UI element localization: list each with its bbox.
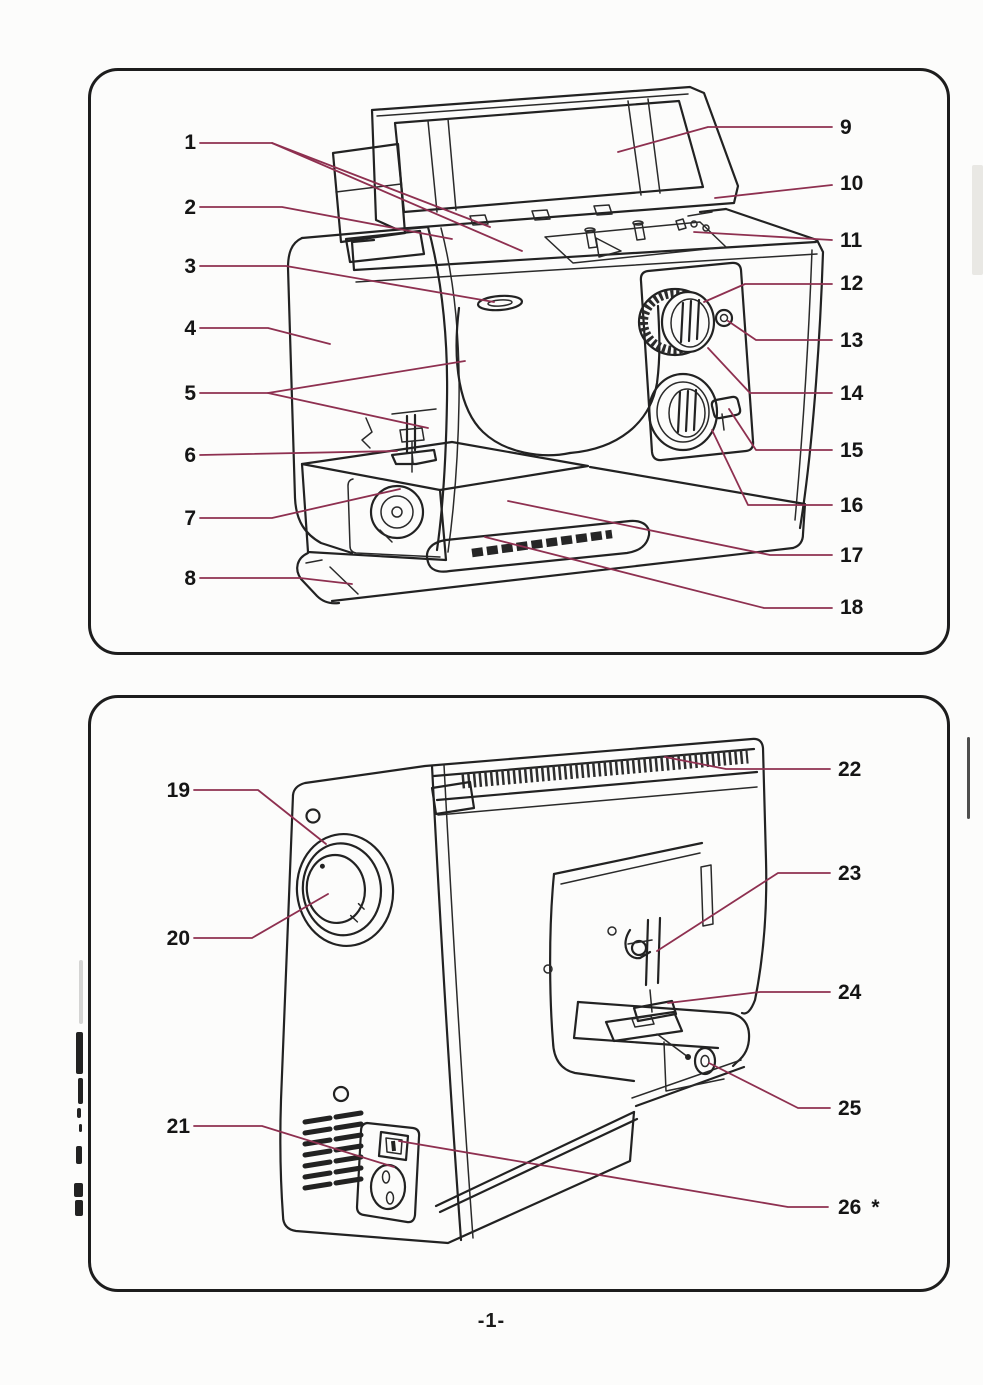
stitch-width-dial xyxy=(639,289,714,355)
power-socket xyxy=(371,1165,405,1209)
callout-26 xyxy=(838,1196,918,1220)
top-cover-open xyxy=(372,87,738,229)
scan-artifact xyxy=(76,1032,83,1074)
callout-15: 15 xyxy=(840,439,864,462)
dial-release-button xyxy=(716,310,732,326)
arm-opening xyxy=(457,306,660,455)
handwheel xyxy=(291,829,398,950)
power-unit xyxy=(357,1123,419,1222)
rear-leader-lines xyxy=(194,757,830,1207)
callout-3: 3 xyxy=(184,255,196,278)
callout-19: 19 xyxy=(166,779,190,802)
callout-11: 11 xyxy=(840,229,863,252)
face-cover-latch xyxy=(478,294,523,311)
control-panel xyxy=(639,263,753,460)
page-number: -1- xyxy=(477,1310,506,1332)
footnote-asterisk: * xyxy=(871,1196,880,1219)
thread-cutter-disc xyxy=(695,1048,715,1074)
screw-hole xyxy=(334,1087,348,1101)
stitch-selector-dial xyxy=(649,374,717,450)
callout-12: 12 xyxy=(840,272,864,295)
ventilation-slots xyxy=(305,1113,361,1188)
scan-artifact xyxy=(77,1108,81,1118)
callout-14: 14 xyxy=(840,382,864,405)
front-leader-lines xyxy=(200,127,832,608)
callout-5: 5 xyxy=(184,382,196,405)
power-switch xyxy=(379,1132,408,1160)
scan-artifact xyxy=(967,737,970,819)
callout-24: 24 xyxy=(838,981,862,1004)
scan-artifact xyxy=(76,1146,82,1164)
callout-7: 7 xyxy=(184,507,196,530)
front-view-illustration xyxy=(88,68,950,655)
spool-pins xyxy=(585,221,645,248)
callout-25: 25 xyxy=(838,1097,862,1120)
callout-8: 8 xyxy=(184,567,196,590)
spool-pin-hole xyxy=(307,810,320,823)
carrying-handle xyxy=(432,749,757,815)
base-plate xyxy=(297,467,805,603)
callout-2: 2 xyxy=(184,196,196,219)
callout-17: 17 xyxy=(840,544,864,567)
callout-20: 20 xyxy=(166,927,190,950)
callout-9: 9 xyxy=(840,116,852,139)
callout-18: 18 xyxy=(840,596,864,619)
callout-1: 1 xyxy=(184,131,196,154)
scan-artifact xyxy=(74,1183,83,1197)
callout-22: 22 xyxy=(838,758,862,781)
callout-6: 6 xyxy=(184,444,196,467)
scan-artifact xyxy=(79,1124,82,1132)
scan-artifact xyxy=(79,960,83,1024)
callout-26-number: 26 xyxy=(838,1196,862,1219)
callout-4: 4 xyxy=(184,317,196,340)
callout-21: 21 xyxy=(166,1115,190,1138)
scan-artifact xyxy=(78,1078,83,1104)
needle-assembly xyxy=(362,409,436,472)
callout-13: 13 xyxy=(840,329,864,352)
scan-artifact xyxy=(75,1200,83,1216)
callout-10: 10 xyxy=(840,172,864,195)
callout-16: 16 xyxy=(840,494,864,517)
rear-view-illustration xyxy=(88,695,950,1292)
feed-dog-slot xyxy=(472,534,612,553)
scan-artifact xyxy=(972,165,983,275)
face-cover xyxy=(288,227,522,553)
callout-23: 23 xyxy=(838,862,862,885)
front-hinged-plate xyxy=(306,560,358,594)
